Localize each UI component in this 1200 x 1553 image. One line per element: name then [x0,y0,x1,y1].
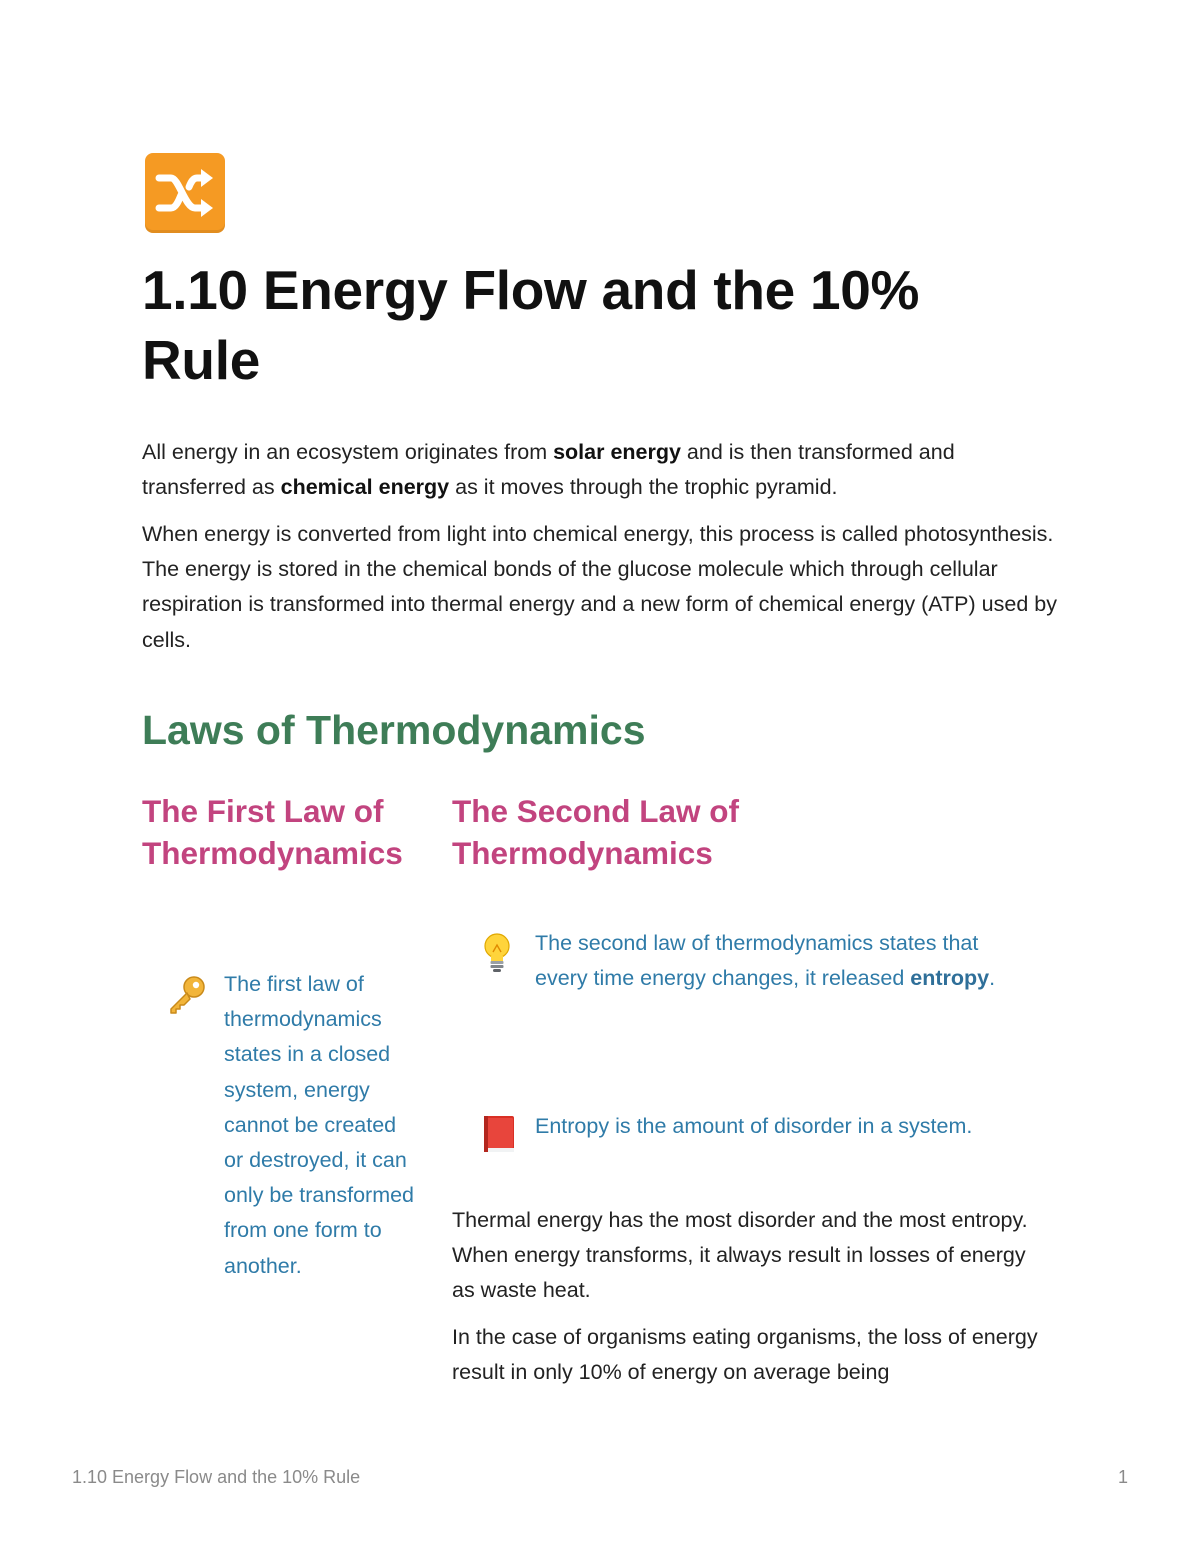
callout-text: . [989,966,996,991]
shuffle-icon [145,153,225,233]
bold-solar-energy: solar energy [553,440,681,464]
red-book-icon [478,1112,522,1156]
key-icon [165,973,209,1017]
bold-chemical-energy: chemical energy [280,475,450,500]
intro-paragraph-2: When energy is converted from light into chemical energy, this process is called photosynthesis. The energy is stored in the chemical bonds of the glucose molecule which through cellular respiration is transformed into thermal energy and a new form of chemical energy (ATP) used by cells. [142,522,1057,652]
intro-paragraph-1 [142,435,1062,505]
thermal-energy-paragraph: Thermal energy has the most disorder and the most entropy. When energy transforms, it always result in losses of energy as waste heat. [452,1208,1028,1303]
bold-entropy: entropy [910,966,990,991]
organisms-paragraph: In the case of organisms eating organisms, the loss of energy result in only 10% of energy on average being [452,1325,1038,1385]
callout-text: The second law of thermodynamics states that every time energy changes, it released [535,931,979,991]
intro-text: All energy in an ecosystem originates from [142,440,554,464]
entropy-definition-callout: Entropy is the amount of disorder in a system. [535,1114,973,1138]
intro-text: as it moves through the trophic pyramid. [449,475,838,500]
footer-title: 1.10 Energy Flow and the 10% Rule [72,1467,361,1487]
second-law-heading: The Second Law of Thermodynamics [452,793,740,871]
second-law-callout [535,926,1035,996]
page-number: 1 [1118,1467,1129,1487]
page-title: 1.10 Energy Flow and the 10% Rule [142,259,920,391]
intro-text: and is then transformed and transferred as [142,440,955,500]
first-law-heading: The First Law of Thermodynamics [142,793,403,871]
section-heading-laws: Laws of Thermodynamics [142,707,646,753]
light-bulb-icon [476,930,520,974]
first-law-callout: The first law of thermodynamics states in a closed system, energy cannot be created or destroyed, it can only be transformed from one form to another. [224,972,415,1278]
